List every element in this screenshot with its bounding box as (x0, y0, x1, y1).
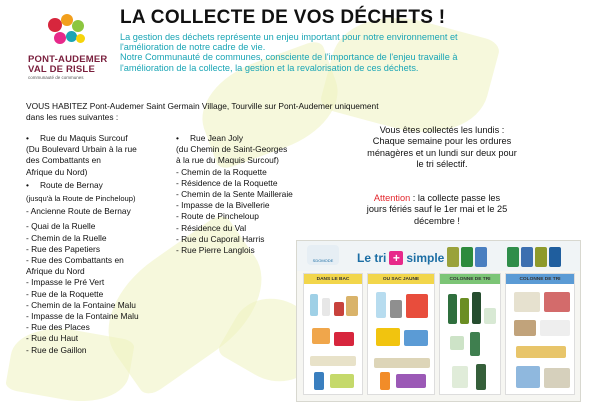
street-item: Afrique du Nord (26, 266, 85, 277)
bottle-icon (380, 372, 390, 390)
book-icon (514, 320, 536, 336)
holiday-text: : la collecte passe les (410, 193, 501, 203)
bottle-icon (314, 372, 324, 390)
panel-label: COLONNE DE TRI (449, 277, 491, 282)
box-icon (404, 330, 428, 346)
street-note: des Combattants en (26, 155, 101, 166)
schedule-line: Vous êtes collectés les lundis : (379, 125, 505, 135)
poster-title-left: Le tri (357, 251, 387, 265)
logo-line-1: PONT-AUDEMER (28, 54, 108, 65)
street-note: (jusqu'à la Route de Pincheloup) (26, 194, 136, 204)
box-icon (312, 328, 330, 344)
street-bullet: • Rue Jean Joly (176, 133, 326, 144)
bin-icon (447, 247, 459, 267)
street-item: - Impasse de la Fontaine Malu (26, 311, 139, 322)
logo-petal-yellow (76, 34, 85, 43)
bottle-icon (322, 298, 330, 316)
glass-bottle-icon (476, 364, 486, 390)
holiday-line (352, 193, 522, 204)
jar-icon (452, 366, 468, 388)
logo-line-2: VAL DE RISLE (28, 64, 95, 75)
poster-title-right: simple (406, 251, 445, 265)
book-icon (516, 346, 566, 358)
glass-bottle-icon (472, 292, 481, 324)
bottle-icon (310, 294, 318, 316)
logo-petal-pink (54, 32, 66, 44)
street-item: - Quai de la Ruelle (26, 221, 96, 232)
bin-icon (521, 247, 533, 267)
logo-petal-red (48, 18, 62, 32)
glass-bottle-icon (470, 332, 480, 356)
street-item: - Rue Pierre Langlois (176, 245, 255, 256)
street-item: - Rue des Places (26, 322, 90, 333)
street-note: Afrique du Nord) (26, 166, 88, 177)
residence-line: VOUS HABITEZ Pont-Audemer Saint Germain Village, Tourville sur Pont-Audemer uniquement (26, 101, 379, 111)
panel-label: DANS LE BAC (316, 277, 350, 282)
street-item: - Rue de Gaillon (26, 344, 87, 355)
poster-panel-bac (303, 273, 363, 395)
street-note: (Du Boulevard Urbain à la rue (26, 144, 137, 155)
intro-line: l'amélioration de la collecte, la gestion et la revalorisation de ces déchets. (120, 62, 419, 73)
street-item: - Chemin de la Sente Mailleraie (176, 189, 293, 200)
bin-icon (475, 247, 487, 267)
schedule-line: le tri sélectif. (416, 159, 468, 170)
bin-icon (461, 247, 473, 267)
street-item: - Impasse le Pré Vert (26, 277, 105, 288)
street-item: - Rue du Caporal Harris (176, 233, 265, 244)
glass-bottle-icon (448, 294, 457, 324)
schedule-line: ménagères et un lundi sur deux pour (367, 147, 517, 158)
poster-panel-paper (505, 273, 575, 395)
poster-brand: SDOMODE (307, 245, 339, 265)
holiday-notice (352, 193, 522, 227)
residence-line: dans les rues suivantes : (26, 112, 119, 122)
newspaper-icon (514, 292, 540, 312)
street-item: - Impasse de la Bivellerie (176, 200, 270, 211)
street-item: - Route de Pincheloup (176, 211, 259, 222)
box-icon (334, 332, 354, 346)
community-logo (28, 14, 120, 94)
bin-icon (535, 247, 547, 267)
street-item: - Chemin de la Roquette (176, 166, 267, 177)
collection-schedule (352, 125, 532, 171)
street-item: - Chemin de la Ruelle (26, 232, 107, 243)
paper-icon (310, 356, 356, 366)
schedule-line: Chaque semaine pour les ordures (372, 136, 512, 147)
bin-icon (507, 247, 519, 267)
street-note: à la rue du Maquis Surcouf) (176, 155, 279, 166)
street-item: - Résidence de la Roquette (176, 177, 278, 188)
poster-panel-sac (367, 273, 435, 395)
logo-petal-green (72, 20, 84, 32)
carton-icon (346, 296, 358, 316)
street-item: - Rue du Haut (26, 333, 79, 344)
can-icon (390, 300, 402, 318)
street-bullet: • Route de Bernay (26, 180, 176, 191)
paper-icon (540, 320, 570, 336)
magazine-icon (516, 366, 540, 388)
intro-line: l'amélioration de notre cadre de vie. (120, 42, 266, 53)
street-item: - Résidence du Val (176, 222, 247, 233)
residence-notice (26, 101, 426, 123)
street-bullet: • Rue du Maquis Surcouf (26, 133, 176, 144)
logo-tagline: communauté de communes (28, 75, 84, 80)
street-list-column-1 (26, 133, 176, 356)
paper-icon (374, 358, 430, 368)
panel-label: COLONNE DE TRI (519, 277, 561, 282)
intro-text (120, 32, 500, 73)
magazine-icon (544, 292, 570, 312)
street-item: - Chemin de la Fontaine Malu (26, 299, 136, 310)
carton-icon (406, 294, 428, 318)
box-icon (376, 328, 400, 346)
street-item: - Rue des Papetiers (26, 243, 101, 254)
box-icon (330, 374, 354, 388)
holiday-line: décembre ! (414, 215, 460, 226)
jar-icon (484, 308, 496, 324)
newspaper-icon (544, 368, 570, 388)
can-icon (334, 302, 344, 316)
box-icon (396, 374, 426, 388)
intro-line: Notre Communauté de communes, consciente de l'importance de l'enjeu travaille à (120, 52, 458, 63)
street-item: - Rue des Combattants en (26, 255, 124, 266)
recycling-poster (296, 240, 581, 402)
bottle-icon (376, 292, 386, 318)
street-note: (du Chemin de Saint-Georges (176, 144, 288, 155)
panel-label: OU SAC JAUNE (382, 277, 420, 282)
plus-icon: + (389, 251, 403, 265)
poster-panel-glass (439, 273, 501, 395)
glass-bottle-icon (460, 298, 469, 324)
jar-icon (450, 336, 464, 350)
intro-line: La gestion des déchets représente un enjeu important pour notre environnement et (120, 32, 458, 42)
street-list-column-2 (176, 133, 326, 256)
attention-label: Attention (373, 193, 411, 203)
poster-title (357, 251, 444, 265)
bin-icon (549, 247, 561, 267)
street-item: - Rue de la Roquette (26, 288, 104, 299)
street-item: - Ancienne Route de Bernay (26, 206, 131, 217)
page-title: LA COLLECTE DE VOS DÉCHETS ! (120, 7, 446, 28)
holiday-line: jours fériés sauf le 1er mai et le 25 (366, 204, 508, 215)
